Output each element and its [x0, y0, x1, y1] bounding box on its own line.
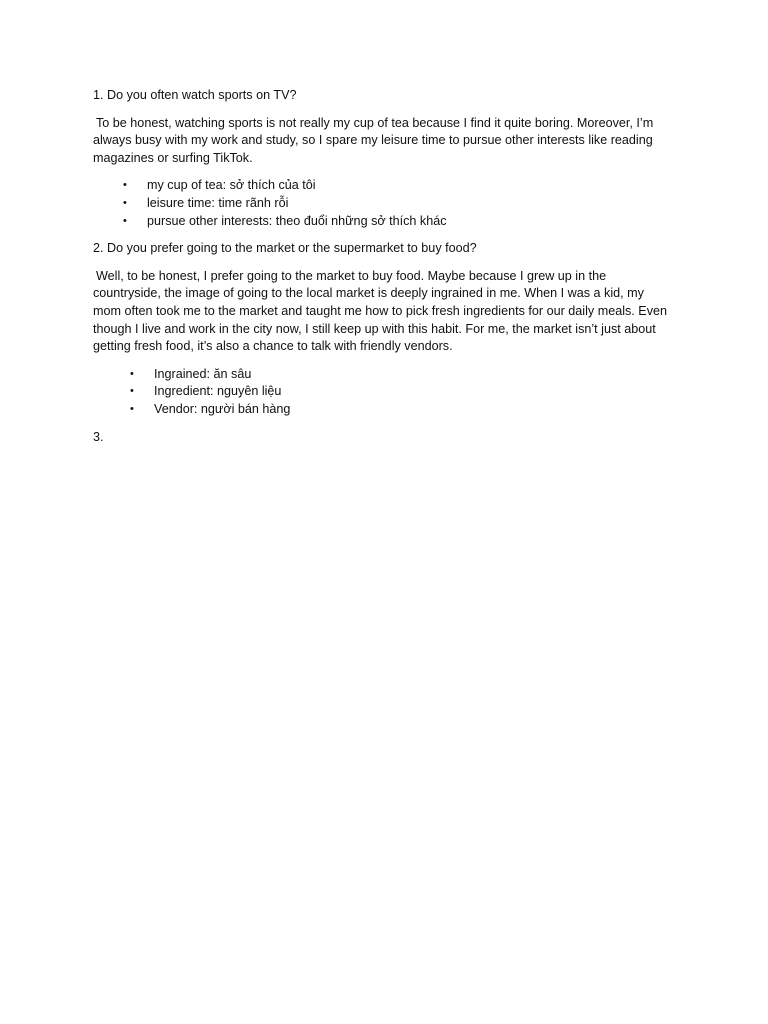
bullet-icon: • [130, 402, 134, 415]
vocab-item: Ingrained: ăn sâu [154, 366, 252, 381]
vocab-item: pursue other interests: theo đuổi những sở thích khác [147, 213, 447, 228]
bullet-icon: • [123, 179, 127, 192]
vocab-item: Ingredient: nguyên liệu [154, 384, 282, 399]
list-item [93, 383, 673, 401]
list-item [93, 213, 673, 231]
list-item [93, 195, 673, 213]
vocab-list-2 [93, 366, 673, 419]
vocab-item: leisure time: time rãnh rỗi [147, 195, 289, 210]
bullet-icon: • [130, 385, 134, 398]
list-item [93, 401, 673, 419]
bullet-icon: • [123, 214, 127, 227]
question-2: 2. Do you prefer going to the market or the supermarket to buy food? [93, 241, 477, 256]
answer-1: To be honest, watching sports is not really my cup of tea because I find it quite boring. Moreover, I’m always busy with my work and study, so I spare my leisure time to pursue other interests like reading magazines or surfing TikTok. [93, 115, 654, 165]
question-3: 3. [93, 429, 104, 444]
vocab-item: Vendor: người bán hàng [154, 401, 291, 416]
bullet-icon: • [130, 367, 134, 380]
vocab-item: my cup of tea: sở thích của tôi [147, 178, 316, 193]
answer-2: Well, to be honest, I prefer going to the market to buy food. Maybe because I grew up in the countryside, the image of going to the local market is deeply ingrained in me. When I was a kid, my mom often took me to the market and taught me how to pick fresh ingredients for our daily meals. Even though I live and work in the city now, I still keep up with this habit. For me, the market isn’t just about getting fresh food, it’s also a chance to talk with friendly vendors. [93, 268, 667, 354]
document-page [93, 87, 673, 446]
vocab-list-1 [93, 177, 673, 230]
list-item [93, 177, 673, 195]
bullet-icon: • [123, 196, 127, 209]
question-1: 1. Do you often watch sports on TV? [93, 88, 297, 102]
list-item [93, 366, 673, 384]
